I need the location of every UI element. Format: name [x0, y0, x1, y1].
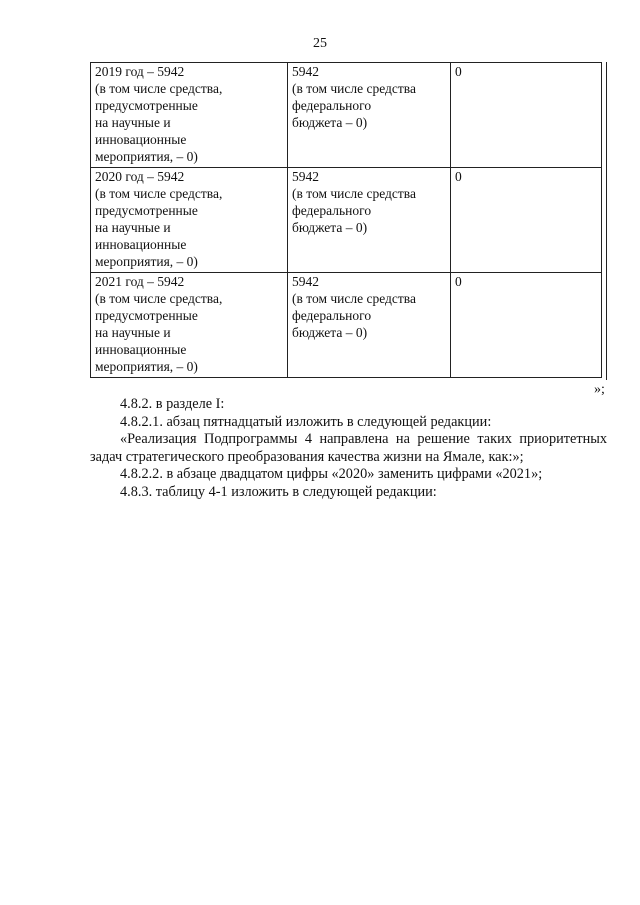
cell-line: инновационные [95, 132, 187, 147]
cell-line: предусмотренные [95, 98, 198, 113]
cell-line: федерального [292, 203, 372, 218]
page-number: 25 [313, 36, 327, 51]
cell-line: 2020 год – 5942 [95, 169, 185, 184]
table-cell-other [451, 168, 602, 273]
table-cell-total [91, 168, 288, 273]
paragraph: 4.8.2.2. в абзаце двадцатом цифры «2020» заменить цифрами «2021»; [120, 466, 543, 482]
cell-line: на научные и [95, 115, 171, 130]
cell-line: предусмотренные [95, 203, 198, 218]
cell-line: предусмотренные [95, 308, 198, 323]
amendment-text [90, 396, 607, 501]
cell-line: 2019 год – 5942 [95, 64, 185, 79]
cell-line: инновационные [95, 237, 187, 252]
cell-line: 5942 [292, 169, 319, 184]
cell-line: инновационные [95, 342, 187, 357]
cell-line: бюджета – 0) [292, 115, 368, 130]
cell-line: федерального [292, 98, 372, 113]
cell-line: мероприятия, – 0) [95, 359, 198, 374]
cell-line: (в том числе средства [292, 186, 416, 201]
table-row [91, 63, 602, 168]
cell-line: мероприятия, – 0) [95, 149, 198, 164]
cell-line: бюджета – 0) [292, 220, 368, 235]
cell-line: (в том числе средства [292, 81, 416, 96]
funding-table [90, 62, 602, 378]
table-cell-other [451, 63, 602, 168]
cell-line: (в том числе средства [292, 291, 416, 306]
cell-line: 0 [455, 64, 462, 79]
cell-line: на научные и [95, 325, 171, 340]
cell-line: мероприятия, – 0) [95, 254, 198, 269]
table-cell-regional [288, 273, 451, 378]
table-cell-regional [288, 168, 451, 273]
cell-line: (в том числе средства, [95, 291, 223, 306]
cell-line: 5942 [292, 64, 319, 79]
cell-line: на научные и [95, 220, 171, 235]
paragraph: «Реализация Подпрограммы 4 направлена на решение таких приоритетных задач стратегического преобразования качества жизни на Ямале, как:»; [90, 431, 607, 465]
table-row [91, 273, 602, 378]
cell-line: 0 [455, 169, 462, 184]
cell-line: (в том числе средства, [95, 186, 223, 201]
table-cell-other [451, 273, 602, 378]
cell-line: 5942 [292, 274, 319, 289]
paragraph: 4.8.2.1. абзац пятнадцатый изложить в следующей редакции: [120, 413, 492, 430]
cell-line: бюджета – 0) [292, 325, 368, 340]
table-row [91, 168, 602, 273]
table-cell-regional [288, 63, 451, 168]
cell-line: 0 [455, 274, 462, 289]
paragraph: 4.8.2. в разделе I: [120, 396, 225, 412]
cell-line: (в том числе средства, [95, 81, 223, 96]
table-closing-quote: »; [594, 382, 605, 397]
table-cell-total [91, 273, 288, 378]
paragraph: 4.8.3. таблицу 4-1 изложить в следующей редакции: [120, 483, 437, 500]
cell-line: 2021 год – 5942 [95, 274, 185, 289]
table-edge-line [606, 62, 607, 380]
table-cell-total [91, 63, 288, 168]
cell-line: федерального [292, 308, 372, 323]
